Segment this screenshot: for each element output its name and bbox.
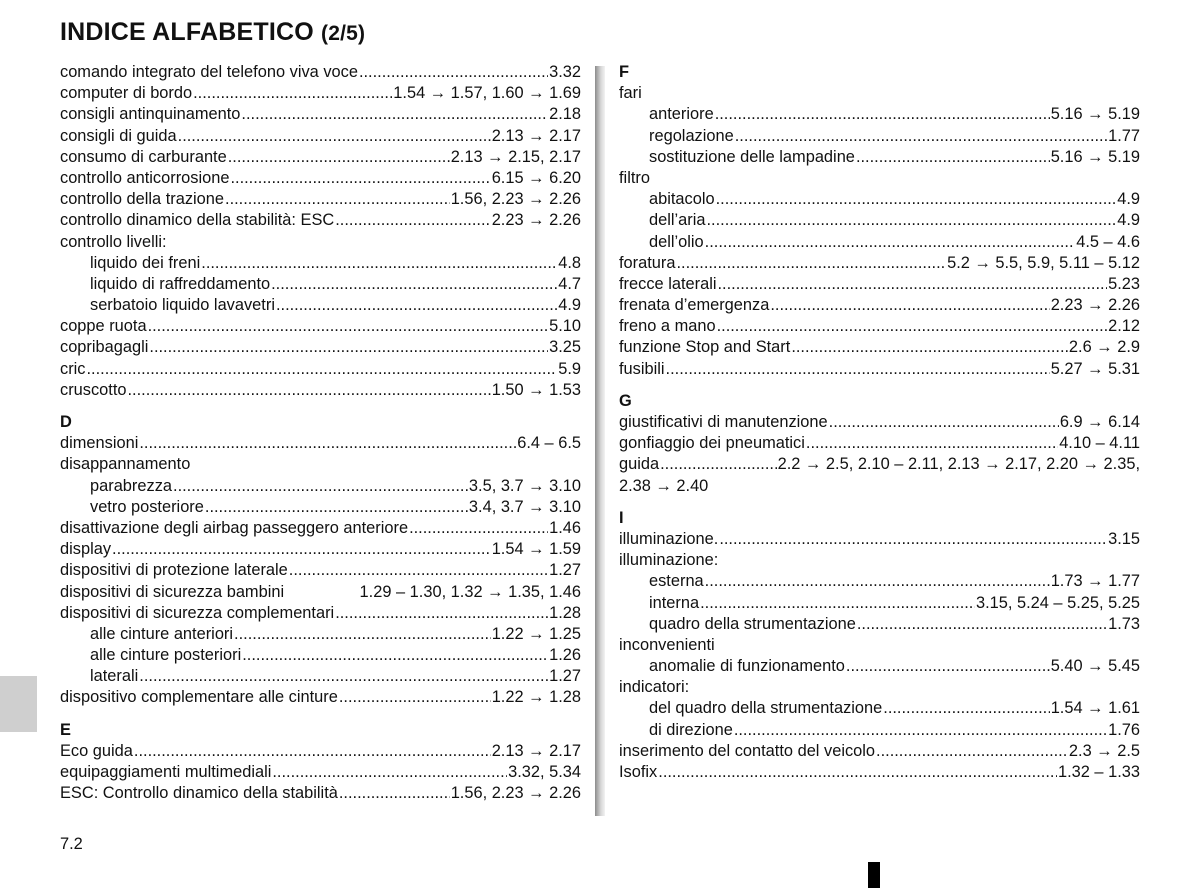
title-main: INDICE ALFABETICO	[60, 18, 314, 46]
index-subentry	[619, 593, 1140, 614]
entry-pages: 1.54 → 1.61	[1050, 699, 1140, 718]
entry-pages: 1.28	[549, 603, 581, 622]
index-entry	[619, 454, 1140, 475]
entry-label: interna	[649, 593, 700, 612]
dot-leader	[148, 316, 549, 337]
dot-leader	[134, 741, 491, 762]
entry-label: ESC: Controllo dinamico della stabilità	[60, 784, 338, 803]
index-subentry	[60, 666, 581, 687]
dot-leader	[139, 666, 548, 687]
dot-leader	[707, 210, 1117, 231]
entry-label: fusibili	[619, 359, 665, 378]
index-subentry	[619, 656, 1140, 677]
entry-label: foratura	[619, 253, 676, 272]
index-heading: filtro	[619, 168, 650, 187]
dot-leader	[716, 189, 1117, 210]
index-subentry	[60, 645, 581, 666]
entry-label: quadro della strumentazione	[649, 614, 856, 633]
column-divider	[595, 66, 605, 816]
dot-leader	[734, 720, 1107, 741]
entry-label: abitacolo	[649, 190, 715, 209]
index-entry	[619, 359, 1140, 380]
index-entry	[60, 539, 581, 560]
dot-leader	[178, 126, 491, 147]
dot-leader	[717, 274, 1107, 295]
index-subentry	[60, 295, 581, 316]
entry-pages: 6.9 → 6.14	[1059, 413, 1140, 431]
entry-pages: 5.23	[1108, 274, 1140, 293]
dot-leader	[715, 104, 1050, 125]
dot-leader	[335, 603, 548, 624]
index-entry	[60, 560, 581, 581]
index-entry	[60, 762, 581, 783]
entry-pages: 6.4 – 6.5	[517, 434, 581, 453]
dot-leader	[700, 593, 975, 614]
index-entry	[619, 412, 1140, 433]
section-letter: E	[60, 720, 71, 739]
index-heading: disappannamento	[60, 455, 191, 474]
entry-pages: 3.15, 5.24 – 5.25, 5.25	[975, 593, 1140, 612]
entry-label: Isofix	[619, 763, 658, 781]
index-entry	[60, 147, 581, 168]
index-entry	[60, 104, 581, 125]
index-heading: fari	[619, 84, 642, 103]
entry-pages: 1.54 → 1.57, 1.60 → 1.69	[393, 84, 581, 103]
index-subentry	[619, 614, 1140, 635]
dot-leader	[205, 497, 468, 518]
dot-leader	[272, 762, 507, 783]
entry-label: di direzione	[649, 720, 733, 739]
dot-leader	[717, 316, 1108, 337]
entry-pages: 1.22 → 1.25	[491, 624, 581, 643]
entry-label: parabrezza	[90, 476, 173, 495]
entry-label: freno a mano	[619, 317, 716, 336]
dot-leader	[242, 645, 548, 666]
index-heading: inconvenienti	[619, 635, 715, 654]
entry-label: frecce laterali	[619, 274, 717, 293]
entry-label: frenata d’emergenza	[619, 296, 770, 315]
entry-label: consumo di carburante	[60, 147, 227, 166]
entry-pages: 1.76	[1108, 720, 1140, 739]
entry-pages: 1.22 → 1.28	[491, 688, 581, 707]
dot-leader	[201, 253, 557, 274]
dot-leader	[791, 337, 1068, 358]
dot-leader	[719, 529, 1107, 550]
entry-label: giustificativi di manutenzione	[619, 413, 828, 431]
entry-label: comando integrato del telefono viva voce	[60, 63, 358, 81]
entry-pages: 1.27	[549, 667, 581, 686]
entry-label: coppe ruota	[60, 317, 147, 336]
dot-leader	[883, 698, 1049, 719]
index-subentry	[60, 253, 581, 274]
entry-pages: 2.6 → 2.9	[1068, 338, 1140, 357]
index-subentry	[619, 720, 1140, 741]
entry-label: computer di bordo	[60, 84, 193, 103]
entry-label: liquido dei freni	[90, 253, 201, 272]
dot-leader	[705, 571, 1050, 592]
entry-pages: 2.3 → 2.5	[1068, 741, 1140, 760]
entry-pages: 1.50 → 1.53	[491, 380, 581, 399]
entry-pages: 3.32	[549, 63, 581, 81]
dot-leader	[658, 762, 1057, 783]
index-subentry	[60, 476, 581, 497]
index-entry	[619, 337, 1140, 358]
index-subentry	[619, 189, 1140, 210]
dot-leader	[335, 210, 490, 231]
entry-pages: 3.32, 5.34	[508, 763, 581, 781]
index-entry	[60, 168, 581, 189]
dot-leader	[271, 274, 557, 295]
index-entry	[60, 687, 581, 708]
index-entry	[60, 741, 581, 762]
entry-label: alle cinture anteriori	[90, 624, 234, 643]
dot-leader	[139, 433, 516, 454]
entry-label: controllo anticorrosione	[60, 168, 230, 187]
page-number: 7.2	[60, 835, 83, 853]
entry-pages: 1.56, 2.23 → 2.26	[450, 190, 581, 209]
index-entry	[60, 359, 581, 380]
entry-pages: 2.2 → 2.5, 2.10 – 2.11, 2.13 → 2.17, 2.20 → 2.35,	[777, 455, 1140, 474]
index-entry	[619, 253, 1140, 274]
entry-label: laterali	[90, 667, 139, 686]
dot-leader	[705, 232, 1076, 253]
dot-leader	[228, 147, 450, 168]
entry-pages: 3.15	[1108, 529, 1140, 548]
section-letter: D	[60, 413, 72, 431]
entry-pages: 1.56, 2.23 → 2.26	[450, 784, 581, 803]
entry-pages: 2.13 → 2.15, 2.17	[450, 147, 581, 166]
dot-leader	[806, 433, 1058, 454]
dot-leader	[193, 83, 392, 104]
index-subentry	[619, 571, 1140, 592]
index-subentry	[619, 126, 1140, 147]
entry-label: anteriore	[649, 105, 714, 124]
entry-pages: 3.5, 3.7 → 3.10	[468, 476, 581, 495]
entry-label: illuminazione.	[619, 529, 719, 548]
index-subentry	[619, 698, 1140, 719]
entry-pages: 5.27 → 5.31	[1050, 359, 1140, 378]
index-subentry	[619, 232, 1140, 253]
entry-pages: 6.15 → 6.20	[491, 168, 581, 187]
entry-pages: 5.16 → 5.19	[1050, 105, 1140, 124]
entry-pages: 2.18	[549, 105, 581, 124]
index-heading: controllo livelli:	[60, 232, 167, 251]
index-entry	[619, 316, 1140, 337]
entry-label: funzione Stop and Start	[619, 338, 791, 357]
entry-label: inserimento del contatto del veicolo	[619, 741, 876, 760]
entry-pages: 2.23 → 2.26	[1050, 296, 1140, 315]
index-entry	[60, 316, 581, 337]
entry-pages: 4.5 – 4.6	[1076, 232, 1140, 251]
entry-pages: 5.10	[549, 317, 581, 336]
dot-leader	[225, 189, 450, 210]
entry-pages: 4.7	[558, 274, 581, 293]
dot-leader	[87, 359, 558, 380]
entry-pages: 4.8	[558, 253, 581, 272]
section-tab	[0, 676, 37, 732]
index-entry	[619, 529, 1140, 550]
dot-leader	[829, 412, 1059, 433]
section-letter: I	[619, 508, 624, 527]
title-part: (2/5)	[321, 22, 366, 45]
entry-label: dimensioni	[60, 434, 139, 453]
entry-label: gonfiaggio dei pneumatici	[619, 434, 805, 453]
section-letter: F	[619, 63, 630, 81]
dot-leader	[339, 783, 450, 804]
index-entry	[619, 274, 1140, 295]
index-column-left	[60, 62, 581, 804]
dot-leader	[666, 359, 1050, 380]
index-entry	[60, 189, 581, 210]
entry-label: serbatoio liquido lavavetri	[90, 296, 275, 315]
dot-leader	[339, 687, 491, 708]
entry-pages: 1.73	[1108, 614, 1140, 633]
section-spacer	[60, 401, 581, 412]
index-entry	[619, 741, 1140, 762]
entry-label: equipaggiamenti multimediali	[60, 763, 272, 781]
entry-pages: 5.16 → 5.19	[1050, 147, 1140, 166]
index-heading: illuminazione:	[619, 551, 719, 570]
index-entry	[619, 433, 1140, 454]
dot-leader	[856, 147, 1050, 168]
entry-label: cric	[60, 359, 86, 378]
entry-pages: 2.13 → 2.17	[491, 126, 581, 145]
entry-label: guida	[619, 455, 660, 474]
index-heading: indicatori:	[619, 678, 690, 697]
entry-pages: 1.54 → 1.59	[491, 540, 581, 559]
entry-label: vetro posteriore	[90, 497, 204, 516]
index-entry	[60, 783, 581, 804]
dot-leader	[289, 560, 548, 581]
entry-label: disattivazione degli airbag passeggero anteriore	[60, 518, 409, 537]
page-title	[60, 18, 365, 47]
entry-label: del quadro della strumentazione	[649, 699, 883, 718]
index-entry	[60, 582, 581, 603]
section-spacer	[619, 497, 1140, 508]
entry-pages: 4.9	[1117, 211, 1140, 230]
dot-leader	[409, 518, 548, 539]
index-entry	[60, 83, 581, 104]
entry-pages: 1.26	[549, 646, 581, 665]
entry-pages: 3.25	[549, 338, 581, 357]
crop-mark	[868, 862, 880, 888]
dot-leader	[735, 126, 1107, 147]
entry-label: dispositivi di protezione laterale	[60, 561, 288, 580]
entry-label: controllo della trazione	[60, 190, 225, 209]
entry-label: display	[60, 540, 112, 559]
entry-pages: 3.4, 3.7 → 3.10	[468, 497, 581, 516]
entry-label: cruscotto	[60, 380, 127, 399]
entry-label: consigli antinquinamento	[60, 105, 241, 124]
entry-label: copribagagli	[60, 338, 149, 357]
dot-leader	[112, 539, 491, 560]
dot-leader	[677, 253, 947, 274]
entry-pages: 1.27	[549, 561, 581, 580]
index-entry	[60, 380, 581, 401]
entry-pages: 2.23 → 2.26	[491, 211, 581, 230]
dot-leader	[359, 62, 548, 83]
index-entry	[60, 518, 581, 539]
dot-leader	[857, 614, 1107, 635]
entry-pages: 5.9	[558, 359, 581, 378]
section-spacer	[619, 380, 1140, 391]
entry-label: dell’olio	[649, 232, 704, 251]
entry-label: dispositivi di sicurezza complementari	[60, 603, 335, 622]
entry-pages: 1.32 – 1.33	[1057, 763, 1140, 781]
entry-pages: 5.40 → 5.45	[1050, 657, 1140, 676]
index-entry	[60, 603, 581, 624]
entry-label: consigli di guida	[60, 126, 177, 145]
dot-leader	[173, 476, 468, 497]
entry-label: esterna	[649, 572, 704, 591]
entry-pages: 2.13 → 2.17	[491, 741, 581, 760]
entry-label: dell’aria	[649, 211, 706, 230]
index-entry	[60, 337, 581, 358]
entry-label: sostituzione delle lampadine	[649, 147, 855, 166]
index-entry	[619, 295, 1140, 316]
dot-leader	[128, 380, 491, 401]
entry-pages: 1.73 → 1.77	[1050, 572, 1140, 591]
dot-leader	[660, 454, 777, 475]
entry-label: alle cinture posteriori	[90, 646, 242, 665]
index-subentry	[619, 104, 1140, 125]
entry-pages: 5.2 → 5.5, 5.9, 5.11 – 5.12	[947, 253, 1140, 272]
section-letter: G	[619, 391, 632, 410]
dot-leader	[876, 741, 1068, 762]
entry-label: controllo dinamico della stabilità: ESC	[60, 211, 335, 230]
entry-pages: 1.46	[549, 518, 581, 537]
index-entry	[60, 210, 581, 231]
dot-leader	[241, 104, 548, 125]
index-entry	[60, 433, 581, 454]
entry-pages: 4.9	[558, 296, 581, 315]
dot-leader	[276, 295, 557, 316]
index-subentry	[60, 274, 581, 295]
index-heading: 2.38 → 2.40	[619, 476, 709, 495]
entry-label: anomalie di funzionamento	[649, 657, 845, 676]
index-subentry	[619, 147, 1140, 168]
dot-leader	[770, 295, 1049, 316]
dot-leader	[149, 337, 548, 358]
entry-pages: 1.77	[1108, 126, 1140, 145]
entry-pages: 2.12	[1108, 317, 1140, 336]
index-subentry	[60, 624, 581, 645]
entry-pages: 4.10 – 4.11	[1059, 434, 1140, 453]
entry-pages: 4.9	[1117, 190, 1140, 209]
entry-label: dispositivo complementare alle cinture	[60, 688, 338, 707]
section-spacer	[60, 709, 581, 720]
dot-leader	[230, 168, 490, 189]
dot-leader	[846, 656, 1050, 677]
index-entry	[60, 126, 581, 147]
index-column-right	[619, 62, 1140, 783]
entry-label: regolazione	[649, 126, 734, 145]
index-subentry	[60, 497, 581, 518]
entry-label: Eco guida	[60, 741, 133, 760]
index-subentry	[619, 210, 1140, 231]
entry-label: dispositivi di sicurezza bambini	[60, 582, 285, 601]
dot-leader	[234, 624, 491, 645]
entry-pages: 1.29 – 1.30, 1.32 → 1.35, 1.46	[359, 582, 581, 601]
entry-label: liquido di raffreddamento	[90, 274, 271, 293]
index-entry	[619, 762, 1140, 783]
index-entry	[60, 62, 581, 83]
